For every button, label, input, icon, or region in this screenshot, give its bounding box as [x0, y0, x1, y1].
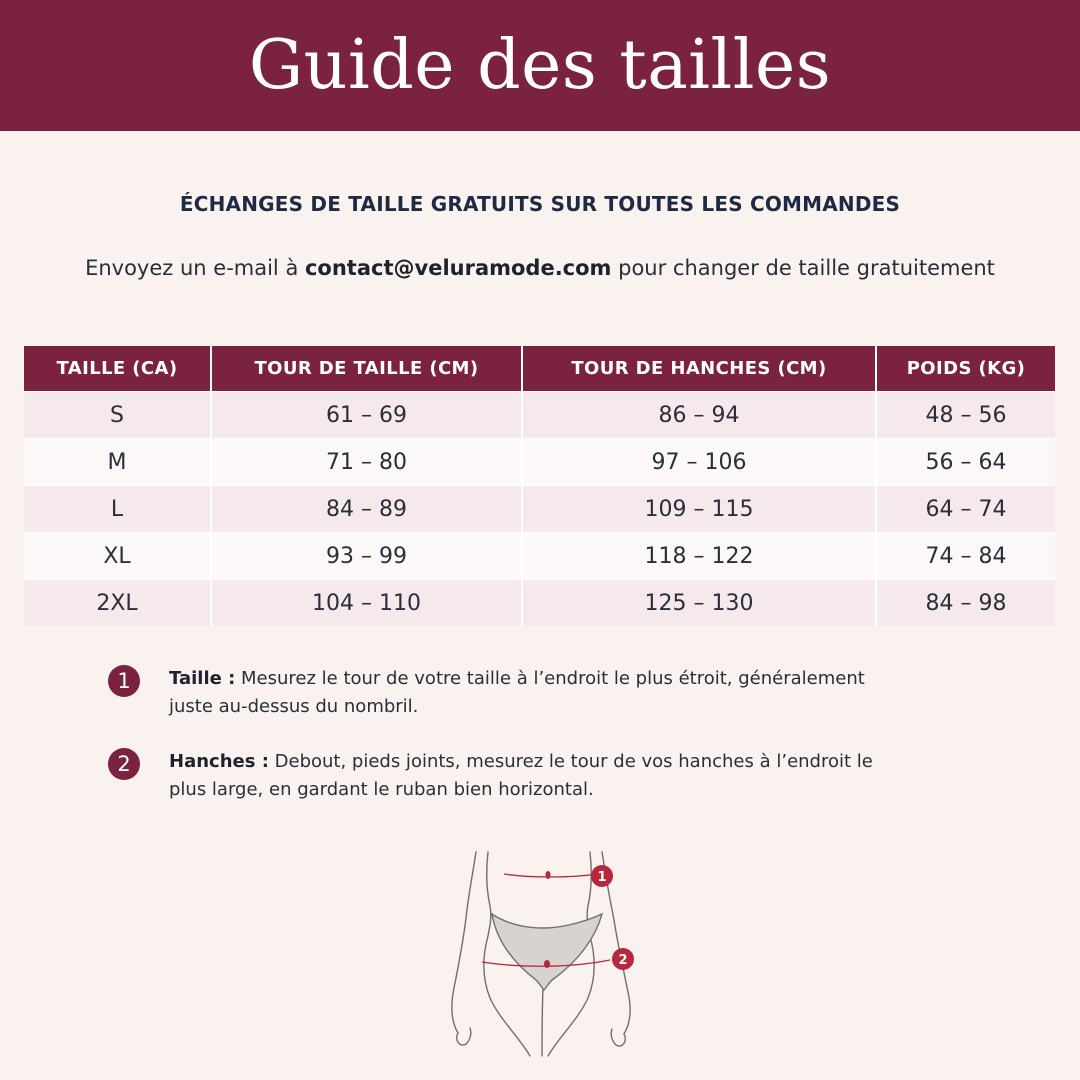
- step-label: Taille :: [169, 668, 236, 689]
- table-row: [24, 439, 1055, 486]
- cell-hips: 86 – 94: [522, 392, 876, 439]
- cell-hips: 125 – 130: [522, 580, 876, 627]
- cell-hips: 97 – 106: [522, 439, 876, 486]
- marker-1-label: 1: [597, 870, 607, 885]
- cell-weight: 74 – 84: [876, 533, 1055, 580]
- page-title: Guide des tailles: [248, 25, 832, 105]
- marker-2-label: 2: [618, 953, 628, 968]
- hips-point-icon: [544, 960, 550, 968]
- header-waist: TOUR DE TAILLE (CM): [211, 346, 522, 392]
- header-hips: TOUR DE HANCHES (CM): [522, 346, 876, 392]
- email-suffix: pour changer de taille gratuitement: [611, 256, 995, 280]
- step-number-badge: 1: [108, 665, 140, 697]
- body-outline-icon: [430, 848, 660, 1058]
- cell-size: M: [24, 439, 211, 486]
- table-row: [24, 486, 1055, 533]
- email-instruction: [0, 256, 1080, 280]
- cell-size: S: [24, 392, 211, 439]
- cell-size: L: [24, 486, 211, 533]
- table-header-row: [24, 346, 1055, 392]
- cell-waist: 104 – 110: [211, 580, 522, 627]
- cell-weight: 56 – 64: [876, 439, 1055, 486]
- underwear-shape-icon: [492, 914, 602, 990]
- cell-waist: 93 – 99: [211, 533, 522, 580]
- contact-email: contact@veluramode.com: [304, 256, 612, 280]
- cell-waist: 61 – 69: [211, 392, 522, 439]
- table-row: [24, 533, 1055, 580]
- cell-waist: 71 – 80: [211, 439, 522, 486]
- header-weight: POIDS (KG): [876, 346, 1055, 392]
- cell-size: XL: [24, 533, 211, 580]
- cell-size: 2XL: [24, 580, 211, 627]
- header-size: TAILLE (CA): [24, 346, 211, 392]
- email-prefix: Envoyez un e-mail à: [85, 256, 305, 280]
- header-banner: [0, 0, 1080, 131]
- cell-hips: 118 – 122: [522, 533, 876, 580]
- step-description: Debout, pieds joints, mesurez le tour de vos hanches à l’endroit le plus large, en gardant le ruban bien horizontal.: [169, 751, 873, 800]
- step-text: [169, 665, 899, 721]
- cell-weight: 64 – 74: [876, 486, 1055, 533]
- cell-weight: 48 – 56: [876, 392, 1055, 439]
- cell-weight: 84 – 98: [876, 580, 1055, 627]
- step-label: Hanches :: [169, 751, 269, 772]
- step-number-badge: 2: [108, 748, 140, 780]
- free-exchange-subtitle: ÉCHANGES DE TAILLE GRATUITS SUR TOUTES LES COMMANDES: [179, 192, 901, 216]
- cell-hips: 109 – 115: [522, 486, 876, 533]
- table-row: [24, 580, 1055, 627]
- size-chart-table: [24, 346, 1055, 626]
- waist-point-icon: [545, 871, 550, 879]
- cell-waist: 84 – 89: [211, 486, 522, 533]
- step-description: Mesurez le tour de votre taille à l’endroit le plus étroit, généralement juste au-dessus du nombril.: [169, 668, 865, 717]
- table-row: [24, 392, 1055, 439]
- body-measurement-illustration: [430, 848, 660, 1058]
- step-text: [169, 748, 899, 804]
